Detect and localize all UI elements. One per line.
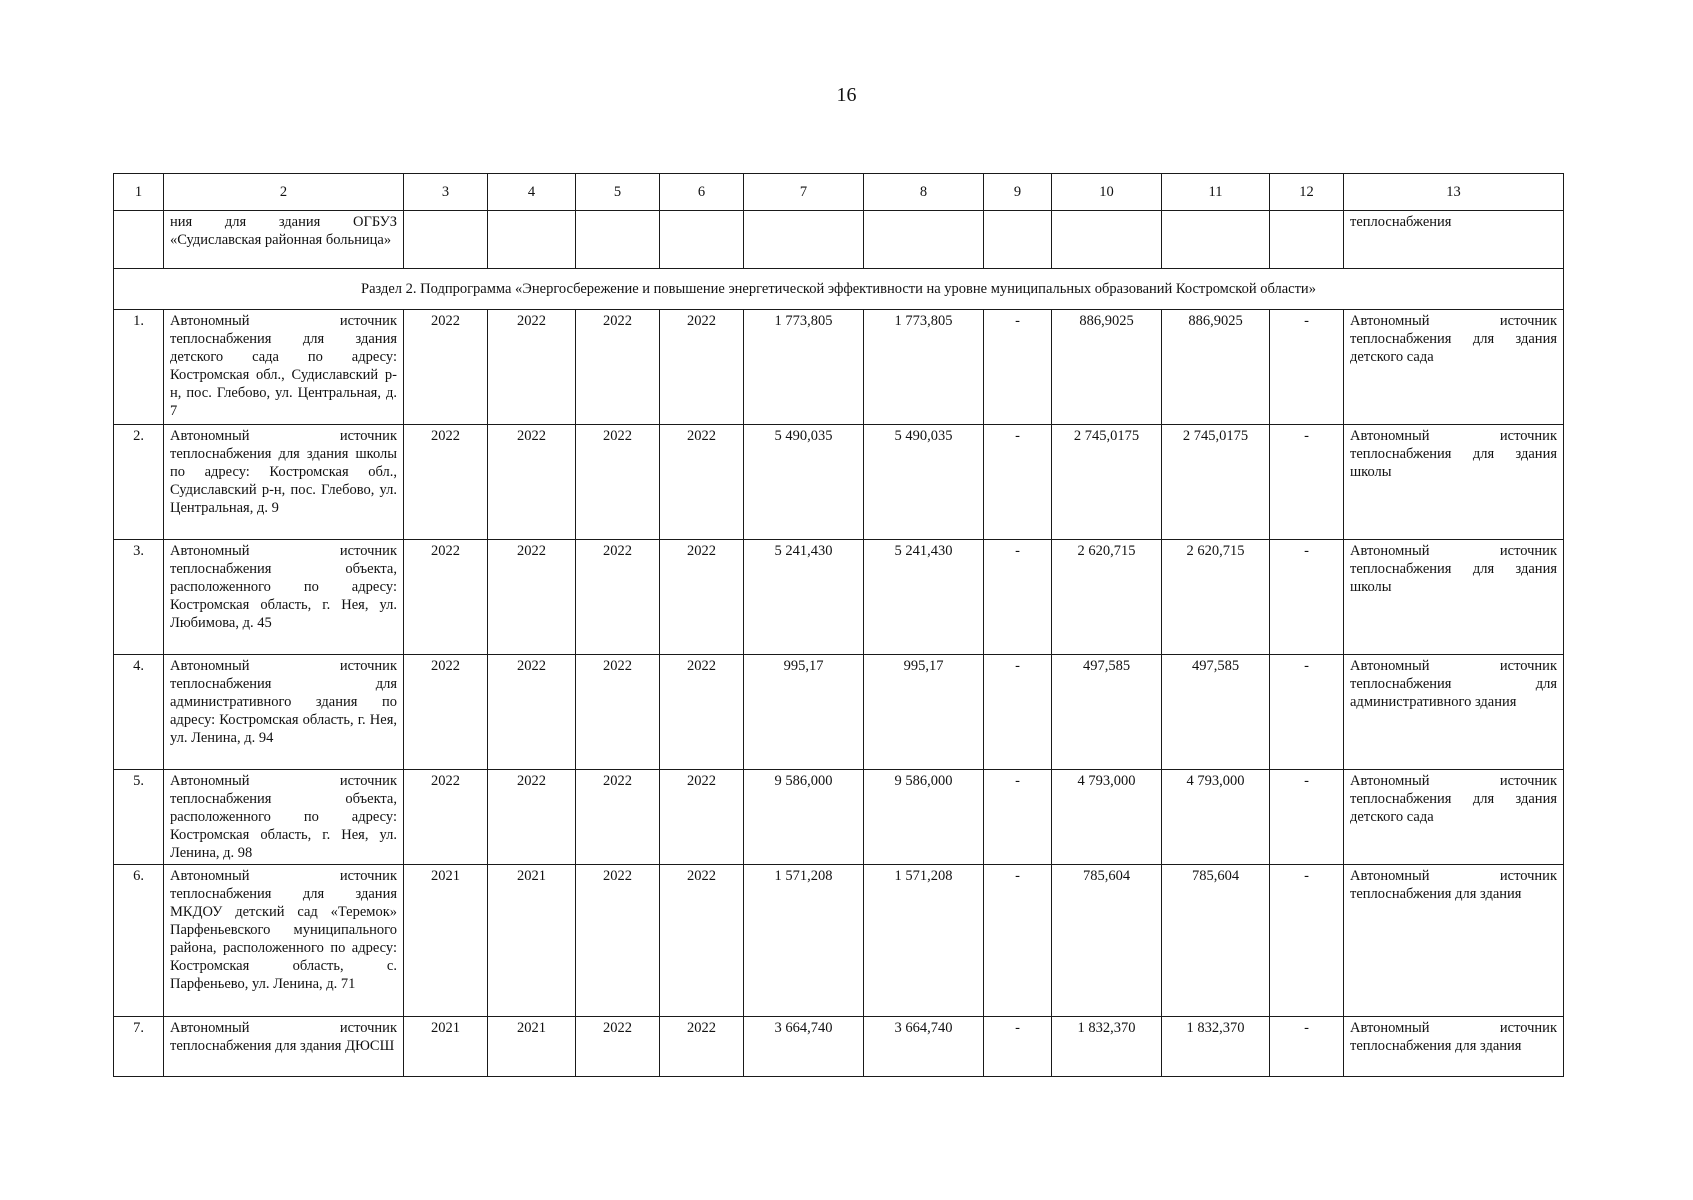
row-number: 1.	[114, 310, 164, 425]
cell-col12: -	[1270, 770, 1344, 865]
row-result: Автономный источник теплоснабжения для здания	[1344, 1017, 1564, 1077]
cell-col3: 2022	[404, 310, 488, 425]
cell-col3: 2021	[404, 1017, 488, 1077]
cell-col6: 2022	[660, 865, 744, 1017]
cell-col3: 2022	[404, 425, 488, 540]
cell-col7: 995,17	[744, 655, 864, 770]
column-header: 6	[660, 174, 744, 211]
row-name: Автономный источник теплоснабжения для административного здания по адресу: Костромская область, г. Нея, ул. Ленина, д. 94	[164, 655, 404, 770]
empty-cell	[984, 211, 1052, 269]
cell-col6: 2022	[660, 540, 744, 655]
row-name: Автономный источник теплоснабжения для здания детского сада по адресу: Костромская обл., Судиславский р-н, пос. Глебово, ул. Центральная, д. 7	[164, 310, 404, 425]
cell-col7: 5 490,035	[744, 425, 864, 540]
cell-col4: 2022	[488, 540, 576, 655]
row-name: Автономный источник теплоснабжения для здания школы по адресу: Костромская обл., Судиславский р-н, пос. Глебово, ул. Центральная, д. 9	[164, 425, 404, 540]
row-result: Автономный источник теплоснабжения для здания детского сада	[1344, 310, 1564, 425]
column-header: 10	[1052, 174, 1162, 211]
row-number: 5.	[114, 770, 164, 865]
cell-col9: -	[984, 1017, 1052, 1077]
cell-col4: 2021	[488, 865, 576, 1017]
row-number: 3.	[114, 540, 164, 655]
cell-col6: 2022	[660, 770, 744, 865]
cell-col10: 4 793,000	[1052, 770, 1162, 865]
column-header: 4	[488, 174, 576, 211]
cell-col9: -	[984, 310, 1052, 425]
cell-col5: 2022	[576, 1017, 660, 1077]
empty-cell	[1162, 211, 1270, 269]
row-name: Автономный источник теплоснабжения объекта, расположенного по адресу: Костромская область, г. Нея, ул. Ленина, д. 98	[164, 770, 404, 865]
empty-cell	[488, 211, 576, 269]
row-name: Автономный источник теплоснабжения для здания МКДОУ детский сад «Теремок» Парфеньевского муниципального района, расположенного по адресу: Костромская область, с. Парфеньево, ул. Ленина, д. 71	[164, 865, 404, 1017]
cell-col6: 2022	[660, 1017, 744, 1077]
cell-col5: 2022	[576, 310, 660, 425]
continuation-row	[114, 211, 1564, 269]
column-header: 8	[864, 174, 984, 211]
cell-col10: 785,604	[1052, 865, 1162, 1017]
column-header: 1	[114, 174, 164, 211]
cell-col9: -	[984, 865, 1052, 1017]
cell-col12: -	[1270, 310, 1344, 425]
cell-col7: 9 586,000	[744, 770, 864, 865]
cell-col3: 2022	[404, 655, 488, 770]
empty-cell	[576, 211, 660, 269]
row-result: Автономный источник теплоснабжения для административного здания	[1344, 655, 1564, 770]
cell-col10: 886,9025	[1052, 310, 1162, 425]
cell-col11: 4 793,000	[1162, 770, 1270, 865]
cell-col4: 2022	[488, 770, 576, 865]
page-number: 16	[836, 84, 857, 106]
row-number: 2.	[114, 425, 164, 540]
cell-col6: 2022	[660, 425, 744, 540]
empty-cell	[404, 211, 488, 269]
cell-col4: 2022	[488, 310, 576, 425]
cell-col4: 2022	[488, 425, 576, 540]
row-result: Автономный источник теплоснабжения для здания школы	[1344, 425, 1564, 540]
row-name: Автономный источник теплоснабжения объекта, расположенного по адресу: Костромская область, г. Нея, ул. Любимова, д. 45	[164, 540, 404, 655]
section-row	[114, 269, 1564, 310]
cell-col9: -	[984, 425, 1052, 540]
continuation-name: ния для здания ОГБУЗ «Судиславская районная больница»	[164, 211, 404, 269]
cell-col5: 2022	[576, 865, 660, 1017]
continuation-result: теплоснабжения	[1344, 211, 1564, 269]
cell-col8: 9 586,000	[864, 770, 984, 865]
table-row	[114, 865, 1564, 1017]
table-row	[114, 1017, 1564, 1077]
cell-col8: 5 241,430	[864, 540, 984, 655]
cell-col10: 2 620,715	[1052, 540, 1162, 655]
row-number: 6.	[114, 865, 164, 1017]
row-result: Автономный источник теплоснабжения для здания	[1344, 865, 1564, 1017]
column-header: 13	[1344, 174, 1564, 211]
cell-col5: 2022	[576, 770, 660, 865]
cell-col5: 2022	[576, 655, 660, 770]
cell-col9: -	[984, 540, 1052, 655]
cell-col3: 2022	[404, 540, 488, 655]
cell-col11: 2 745,0175	[1162, 425, 1270, 540]
table-row	[114, 310, 1564, 425]
cell-col11: 2 620,715	[1162, 540, 1270, 655]
cell-col12: -	[1270, 655, 1344, 770]
empty-cell	[744, 211, 864, 269]
cell-col12: -	[1270, 865, 1344, 1017]
column-number-row	[114, 174, 1564, 211]
cell-col12: -	[1270, 1017, 1344, 1077]
empty-cell	[864, 211, 984, 269]
cell-col5: 2022	[576, 425, 660, 540]
cell-col4: 2022	[488, 655, 576, 770]
column-header: 3	[404, 174, 488, 211]
column-header: 2	[164, 174, 404, 211]
cell-col9: -	[984, 655, 1052, 770]
row-result: Автономный источник теплоснабжения для здания детского сада	[1344, 770, 1564, 865]
cell-col11: 497,585	[1162, 655, 1270, 770]
cell-col3: 2021	[404, 865, 488, 1017]
cell-col8: 1 773,805	[864, 310, 984, 425]
row-number: 7.	[114, 1017, 164, 1077]
cell-col10: 1 832,370	[1052, 1017, 1162, 1077]
column-header: 5	[576, 174, 660, 211]
cell-col8: 1 571,208	[864, 865, 984, 1017]
cell-col6: 2022	[660, 310, 744, 425]
program-table	[113, 173, 1564, 1077]
table-row	[114, 770, 1564, 865]
cell-col4: 2021	[488, 1017, 576, 1077]
row-number: 4.	[114, 655, 164, 770]
cell-col6: 2022	[660, 655, 744, 770]
cell-col11: 886,9025	[1162, 310, 1270, 425]
table-row	[114, 540, 1564, 655]
cell-col12: -	[1270, 540, 1344, 655]
cell-col5: 2022	[576, 540, 660, 655]
cell-col7: 1 773,805	[744, 310, 864, 425]
cell-col10: 2 745,0175	[1052, 425, 1162, 540]
cell-col8: 5 490,035	[864, 425, 984, 540]
cell-col11: 785,604	[1162, 865, 1270, 1017]
cell-col7: 3 664,740	[744, 1017, 864, 1077]
cell-col8: 995,17	[864, 655, 984, 770]
cell-col10: 497,585	[1052, 655, 1162, 770]
section-title: Раздел 2. Подпрограмма «Энергосбережение и повышение энергетической эффективности на уровне муниципальных образований Костромской области»	[114, 269, 1564, 310]
cell-col8: 3 664,740	[864, 1017, 984, 1077]
row-result: Автономный источник теплоснабжения для здания школы	[1344, 540, 1564, 655]
cell-col12: -	[1270, 425, 1344, 540]
table-row	[114, 425, 1564, 540]
cell-col11: 1 832,370	[1162, 1017, 1270, 1077]
cell-col7: 5 241,430	[744, 540, 864, 655]
empty-cell	[114, 211, 164, 269]
column-header: 12	[1270, 174, 1344, 211]
table-row	[114, 655, 1564, 770]
column-header: 9	[984, 174, 1052, 211]
cell-col9: -	[984, 770, 1052, 865]
empty-cell	[1052, 211, 1162, 269]
empty-cell	[1270, 211, 1344, 269]
cell-col7: 1 571,208	[744, 865, 864, 1017]
row-name: Автономный источник теплоснабжения для здания ДЮСШ	[164, 1017, 404, 1077]
column-header: 11	[1162, 174, 1270, 211]
empty-cell	[660, 211, 744, 269]
column-header: 7	[744, 174, 864, 211]
cell-col3: 2022	[404, 770, 488, 865]
